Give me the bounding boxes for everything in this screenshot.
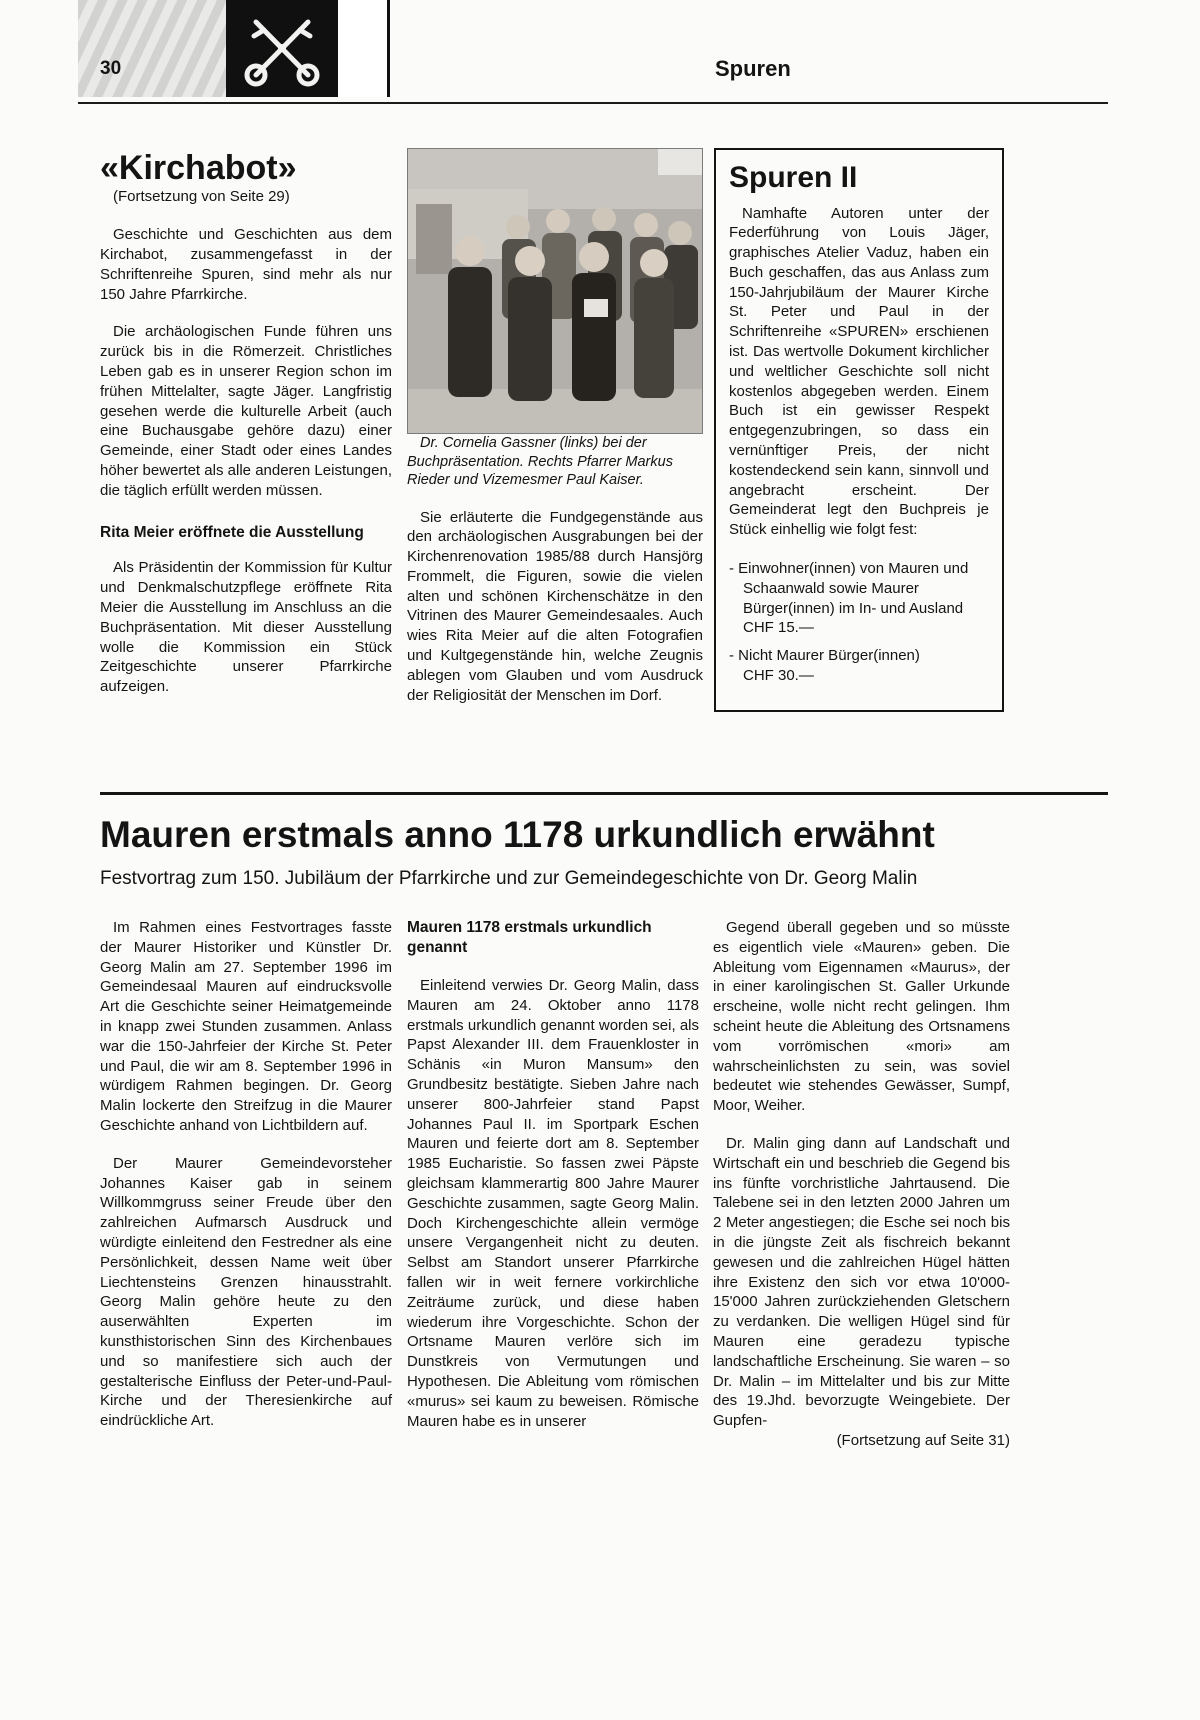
paragraph: Einleitend verwies Dr. Georg Malin, dass Mauren am 24. Oktober anno 1178 erstmals urkundlich genannt worden sei, als Papst Alexander III. dem Frauenkloster in Schänis «in Muron Mansum» den Grundbesitz bestätigte. Sieben Jahre nach unserer 800-Jahrfeier stand Papst Johannes Paul II. im Sportpark Eschen Mauren und feierte dort am 8. September 1985 Eucharistie. So fassen zwei Päpste gleichsam klammerartig 800 Jahre Maurer Geschichte zusammen, sagte Georg Malin. Doch Kirchengeschichte allein vermöge unsere Vergangenheit nicht zu deuten. Selbst am Standort unserer Pfarrkirche fallen wir in weit fernere vorkirchliche Zeiträume zurück, und diese haben wiederum ihre Vorgeschichte. Schon der Ortsname Mauren verlöre sich im Dunstkreis von Vermutungen und Hypothesen. Die Ableitung vom römischen «murus» sei kaum zu beweisen. Römische Mauren habe es in unserer <box>407 977 699 1430</box>
sidebar-title: Spuren II <box>729 161 858 194</box>
article1-subtitle: (Fortsetzung von Seite 29) <box>113 188 290 206</box>
article1-title: «Kirchabot» <box>100 149 297 187</box>
group-photo-image <box>407 148 703 434</box>
paragraph: Die archäologischen Funde führen uns zurück bis in die Römerzeit. Christliches Leben gab es in unserer Region schon im frühen Mittelalter, sagte Jäger. Langfristig gesehen werde die kulturelle Arbeit (auch eine Buchausgabe gehöre dazu) einer Gemeinde, einer Stadt oder eines Landes höher bewertet als alle anderen Leistungen, die täglich erfüllt werden müssen. <box>100 323 392 499</box>
section-divider <box>100 792 1108 795</box>
article1-body-c <box>407 508 703 706</box>
price-item-amount: CHF 30.— <box>743 667 814 685</box>
paragraph: Dr. Malin ging dann auf Landschaft und Wirtschaft ein und beschrieb die Gegend bis ins fünfte vorchristliche Jahrtausend. Die Talebene sei in den letzten 2000 Jahren um 2 Meter angestiegen; die Esche sei noch bis in die jüngste Zeit als fischreich bekannt gewesen und die zahlreichen Hügel hätten ihre Existenz den sich vor etwa 10'000-15'000 Jahren zurückziehenden Gletschern zu verdanken. Die welligen Hügel sind für Mauren eine geradezu typische landschaftliche Erscheinung. Sie waren – so Dr. Malin – im Mittelalter und bis zur Mitte des 19.Jhd. bevorzugte Weingebiete. Der Gupfen- <box>713 1134 1010 1430</box>
article1-column1 <box>100 150 392 697</box>
article1-column2 <box>407 148 703 705</box>
header-section-title: Spuren <box>715 56 791 81</box>
paragraph: Gegend überall gegeben und so müsste es eigentlich viele «Mauren» geben. Die Ableitung vom Eigennamen «Maurus», der in einer karolingischen St. Galler Urkunde erscheine, wolle nicht recht gelingen. Ihm scheint heute die Ableitung des Ortsnamens vom vorrömischen «mori» am wahrscheinlichsten zu sein, was soviel bedeutet wie stehendes Gewässer, Sumpf, Moor, Weiher. <box>713 919 1010 1115</box>
price-item-text: - Einwohner(innen) von Mauren und Schaanwald sowie Maurer Bürger(innen) im In- und Ausland <box>729 560 969 617</box>
continuation-note: (Fortsetzung auf Seite 31) <box>836 1431 1010 1449</box>
sidebar-spuren2 <box>714 148 1004 712</box>
sidebar-body <box>729 204 989 541</box>
article1-subheading: Rita Meier eröffnete die Ausstellung <box>100 523 364 541</box>
article1-body-a <box>100 225 392 500</box>
price-list <box>729 559 989 686</box>
header-rule <box>78 102 1108 104</box>
article2-column1 <box>100 918 392 1431</box>
masthead-hatch-pattern <box>78 0 228 97</box>
price-item-text: - Nicht Maurer Bürger(innen) <box>729 647 920 665</box>
paragraph: Im Rahmen eines Festvortrages fasste der Maurer Historiker und Künstler Dr. Georg Malin am 27. September 1996 im Gemeindesaal Mauren auf eindrucksvolle Art die Geschichte seiner Heimatgemeinde in knapp zwei Stunden zusammen. Anlass war die 150-Jahrfeier der Kirche St. Peter und Paul, die wir am 8. September 1996 in würdigem Rahmen begingen. Dr. Georg Malin lockerte den Streifzug in die Maurer Geschichte anhand von Lichtbildern auf. <box>100 919 392 1134</box>
price-item <box>729 559 989 638</box>
article2-column3 <box>713 918 1010 1451</box>
article2-column2-body <box>407 976 699 1431</box>
article2-header <box>100 816 1108 890</box>
paragraph: Der Maurer Gemeindevorsteher Johannes Kaiser gab in seinem Willkommgruss seiner Freude über den zahlreichen Aufmarsch Ausdruck und würdigte einleitend den Festredner als eine Persönlichkeit, dessen Name weit über Liechtensteins Grenzen hinausstrahlt. Georg Malin gehöre heute zu den auserwählten Experten im kunsthistorischen Sinn des Kirchenbaues und so manifestiere sich auch der gestalterische Einfluss der Peter-und-Paul-Kirche und der Theresienkirche auf eindrückliche Art. <box>100 1154 392 1430</box>
paragraph: Geschichte und Geschichten aus dem Kirchabot, zusammengefasst in der Schriftenreihe Spuren, sind mehr als nur 150 Jahre Pfarrkirche. <box>100 226 392 303</box>
article2-column2 <box>407 918 699 1431</box>
paragraph: Sie erläuterte die Fundgegenstände aus den archäologischen Ausgrabungen bei der Kirchenrenovation 1985/88 durch Hansjörg Frommelt, die Figuren, sowie die vielen alten und schönen Kirchenschätze in den Vitrinen des Maurer Gemeindesaales. Auch wies Rita Meier auf die alten Fotografien und Kultgegenstände hin, welche Zeugnis ablegen vom Glauben und vom Ausdruck der Religiosität der Menschen im Dorf. <box>407 508 703 704</box>
article2-subtitle: Festvortrag zum 150. Jubiläum der Pfarrkirche und zur Gemeindegeschichte von Dr. Georg Malin <box>100 867 918 889</box>
photo-caption: Dr. Cornelia Gassner (links) bei der Buchpräsentation. Rechts Pfarrer Markus Rieder und Vizemesmer Paul Kaiser. <box>407 435 673 488</box>
article1-body-b <box>100 558 392 697</box>
article2-column3-body <box>713 918 1010 1431</box>
price-item-amount: CHF 15.— <box>743 619 814 637</box>
price-item <box>729 646 989 686</box>
paragraph: Namhafte Autoren unter der Federführung von Louis Jäger, graphisches Atelier Vaduz, haben ein Buch geschaffen, das aus Anlass zum 150-Jahrjubiläum der Maurer Kirche St. Peter und Paul in der Schriftenreihe «SPUREN» erschienen ist. Das wertvolle Dokument kirchlicher und weltlicher Geschichte soll nicht kostenlos abgegeben werden. Einem Buch ist ein gewisser Respekt entgegenzubringen, so dass ein vernünftiger Preis, der nicht kostendeckend sein kann, sinnvoll und angebracht erscheint. Der Gemeinderat legt den Buchpreis je Stück einhellig wie folgt fest: <box>729 204 989 539</box>
page-number: 30 <box>100 58 122 79</box>
article2-title: Mauren erstmals anno 1178 urkundlich erwähnt <box>100 814 935 855</box>
paragraph: Als Präsidentin der Kommission für Kultur und Denkmalschutzpflege eröffnete Rita Meier die Ausstellung im Anschluss an die Buchpräsentation. Mit dieser Ausstellung wolle die Kommission ein Stück Zeitgeschichte unserer Pfarrkirche aufzeigen. <box>100 559 392 696</box>
article2-subheading: Mauren 1178 erstmals urkundlich genannt <box>407 919 652 956</box>
masthead-graphic <box>78 0 390 97</box>
crossed-keys-icon <box>226 0 338 97</box>
